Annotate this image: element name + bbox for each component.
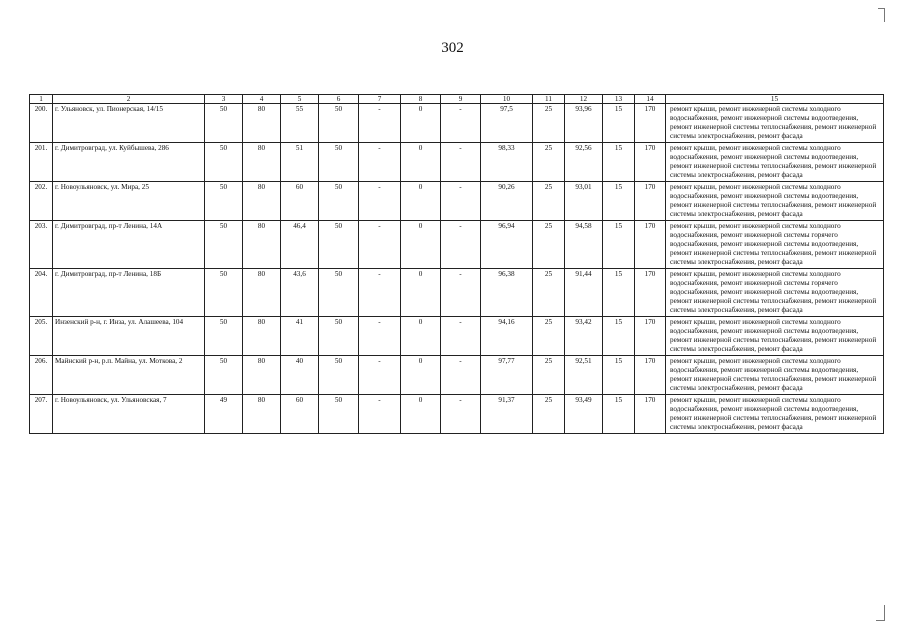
col4-cell: 80 [243, 104, 281, 143]
column-header-15: 15 [666, 95, 884, 104]
address-cell: Майнский р-н, р.п. Майна, ул. Моткова, 2 [53, 356, 205, 395]
col9-cell: - [441, 395, 481, 434]
works-cell: ремонт крыши, ремонт инженерной системы холодного водоснабжения, ремонт инженерной системы горячего водоснабжения, ремонт инженерной системы водоотведения, ремонт инженерной системы теплоснабжения, ремонт инженерной системы электроснабжения, ремонт фасада [666, 269, 884, 317]
works-cell: ремонт крыши, ремонт инженерной системы холодного водоснабжения, ремонт инженерной системы водоотведения, ремонт инженерной системы теплоснабжения, ремонт инженерной системы электроснабжения, ремонт фасада [666, 356, 884, 395]
column-header-14: 14 [635, 95, 666, 104]
col3-cell: 50 [205, 143, 243, 182]
col3-cell: 50 [205, 356, 243, 395]
col10-cell: 97,5 [481, 104, 533, 143]
col5-cell: 55 [281, 104, 319, 143]
column-header-8: 8 [401, 95, 441, 104]
col7-cell: - [359, 317, 401, 356]
col5-cell: 40 [281, 356, 319, 395]
col7-cell: - [359, 395, 401, 434]
col4-cell: 80 [243, 143, 281, 182]
works-cell: ремонт крыши, ремонт инженерной системы холодного водоснабжения, ремонт инженерной системы горячего водоснабжения, ремонт инженерной системы водоотведения, ремонт инженерной системы теплоснабжения, ремонт инженерной системы электроснабжения, ремонт фасада [666, 221, 884, 269]
col11-cell: 25 [533, 104, 565, 143]
col8-cell: 0 [401, 104, 441, 143]
table-row [30, 395, 884, 434]
col3-cell: 50 [205, 104, 243, 143]
row-number: 201. [30, 143, 53, 182]
column-header-2: 2 [53, 95, 205, 104]
col11-cell: 25 [533, 317, 565, 356]
col10-cell: 91,37 [481, 395, 533, 434]
col7-cell: - [359, 269, 401, 317]
column-header-10: 10 [481, 95, 533, 104]
col11-cell: 25 [533, 356, 565, 395]
scan-corner-mark [876, 620, 885, 621]
row-number: 206. [30, 356, 53, 395]
col9-cell: - [441, 143, 481, 182]
col6-cell: 50 [319, 317, 359, 356]
works-cell: ремонт крыши, ремонт инженерной системы холодного водоснабжения, ремонт инженерной системы водоотведения, ремонт инженерной системы теплоснабжения, ремонт инженерной системы электроснабжения, ремонт фасада [666, 395, 884, 434]
col10-cell: 97,77 [481, 356, 533, 395]
address-cell: г. Ульяновск, ул. Пионерская, 14/15 [53, 104, 205, 143]
col9-cell: - [441, 221, 481, 269]
col14-cell: 170 [635, 269, 666, 317]
col4-cell: 80 [243, 317, 281, 356]
col9-cell: - [441, 182, 481, 221]
page-number: 302 [441, 40, 464, 56]
column-header-5: 5 [281, 95, 319, 104]
col9-cell: - [441, 317, 481, 356]
col7-cell: - [359, 221, 401, 269]
col10-cell: 98,33 [481, 143, 533, 182]
col13-cell: 15 [603, 395, 635, 434]
scan-corner-mark [884, 605, 885, 621]
col14-cell: 170 [635, 143, 666, 182]
col13-cell: 15 [603, 104, 635, 143]
col3-cell: 50 [205, 182, 243, 221]
column-header-11: 11 [533, 95, 565, 104]
col11-cell: 25 [533, 221, 565, 269]
col8-cell: 0 [401, 395, 441, 434]
col7-cell: - [359, 182, 401, 221]
table-row [30, 104, 884, 143]
col10-cell: 96,94 [481, 221, 533, 269]
col14-cell: 170 [635, 317, 666, 356]
col12-cell: 92,56 [565, 143, 603, 182]
col10-cell: 90,26 [481, 182, 533, 221]
col14-cell: 170 [635, 182, 666, 221]
address-cell: г. Димитровград, пр-т Ленина, 18Б [53, 269, 205, 317]
col4-cell: 80 [243, 356, 281, 395]
col5-cell: 46,4 [281, 221, 319, 269]
col4-cell: 80 [243, 221, 281, 269]
address-cell: Инзенский р-н, г. Инза, ул. Алашеева, 104 [53, 317, 205, 356]
col13-cell: 15 [603, 317, 635, 356]
works-cell: ремонт крыши, ремонт инженерной системы холодного водоснабжения, ремонт инженерной системы водоотведения, ремонт инженерной системы теплоснабжения, ремонт инженерной системы электроснабжения, ремонт фасада [666, 104, 884, 143]
scan-corner-mark [878, 8, 885, 9]
address-cell: г. Димитровград, ул. Куйбышева, 286 [53, 143, 205, 182]
col9-cell: - [441, 269, 481, 317]
column-header-4: 4 [243, 95, 281, 104]
row-number: 200. [30, 104, 53, 143]
col11-cell: 25 [533, 269, 565, 317]
row-number: 205. [30, 317, 53, 356]
col6-cell: 50 [319, 104, 359, 143]
col12-cell: 93,42 [565, 317, 603, 356]
col13-cell: 15 [603, 269, 635, 317]
address-cell: г. Новоульяновск, ул. Ульяновская, 7 [53, 395, 205, 434]
col8-cell: 0 [401, 269, 441, 317]
header-row [30, 95, 884, 104]
works-cell: ремонт крыши, ремонт инженерной системы холодного водоснабжения, ремонт инженерной системы водоотведения, ремонт инженерной системы теплоснабжения, ремонт инженерной системы электроснабжения, ремонт фасада [666, 143, 884, 182]
column-header-1: 1 [30, 95, 53, 104]
table-row [30, 317, 884, 356]
address-cell: г. Новоульяновск, ул. Мира, 25 [53, 182, 205, 221]
col6-cell: 50 [319, 269, 359, 317]
col6-cell: 50 [319, 143, 359, 182]
col6-cell: 50 [319, 182, 359, 221]
col11-cell: 25 [533, 182, 565, 221]
col13-cell: 15 [603, 221, 635, 269]
col13-cell: 15 [603, 356, 635, 395]
col5-cell: 41 [281, 317, 319, 356]
col12-cell: 93,49 [565, 395, 603, 434]
table-row [30, 356, 884, 395]
col12-cell: 93,96 [565, 104, 603, 143]
column-header-9: 9 [441, 95, 481, 104]
col8-cell: 0 [401, 182, 441, 221]
col5-cell: 43,6 [281, 269, 319, 317]
col4-cell: 80 [243, 182, 281, 221]
col9-cell: - [441, 104, 481, 143]
col8-cell: 0 [401, 143, 441, 182]
column-header-12: 12 [565, 95, 603, 104]
column-header-13: 13 [603, 95, 635, 104]
col3-cell: 50 [205, 317, 243, 356]
works-cell: ремонт крыши, ремонт инженерной системы холодного водоснабжения, ремонт инженерной системы водоотведения, ремонт инженерной системы теплоснабжения, ремонт инженерной системы электроснабжения, ремонт фасада [666, 182, 884, 221]
col14-cell: 170 [635, 221, 666, 269]
row-number: 204. [30, 269, 53, 317]
col10-cell: 94,16 [481, 317, 533, 356]
col7-cell: - [359, 104, 401, 143]
col5-cell: 60 [281, 395, 319, 434]
col3-cell: 49 [205, 395, 243, 434]
col7-cell: - [359, 143, 401, 182]
col12-cell: 94,58 [565, 221, 603, 269]
col13-cell: 15 [603, 143, 635, 182]
column-header-7: 7 [359, 95, 401, 104]
table-row [30, 143, 884, 182]
col8-cell: 0 [401, 317, 441, 356]
col14-cell: 170 [635, 104, 666, 143]
col4-cell: 80 [243, 269, 281, 317]
col13-cell: 15 [603, 182, 635, 221]
column-header-3: 3 [205, 95, 243, 104]
table-row [30, 269, 884, 317]
col3-cell: 50 [205, 269, 243, 317]
col11-cell: 25 [533, 143, 565, 182]
scan-corner-mark [884, 8, 885, 22]
row-number: 203. [30, 221, 53, 269]
table-row [30, 182, 884, 221]
col12-cell: 92,51 [565, 356, 603, 395]
works-cell: ремонт крыши, ремонт инженерной системы холодного водоснабжения, ремонт инженерной системы водоотведения, ремонт инженерной системы теплоснабжения, ремонт инженерной системы электроснабжения, ремонт фасада [666, 317, 884, 356]
col5-cell: 60 [281, 182, 319, 221]
col3-cell: 50 [205, 221, 243, 269]
col4-cell: 80 [243, 395, 281, 434]
col6-cell: 50 [319, 221, 359, 269]
col12-cell: 91,44 [565, 269, 603, 317]
col10-cell: 96,38 [481, 269, 533, 317]
col12-cell: 93,01 [565, 182, 603, 221]
table-row [30, 221, 884, 269]
col9-cell: - [441, 356, 481, 395]
column-header-6: 6 [319, 95, 359, 104]
repair-table [29, 94, 884, 434]
col6-cell: 50 [319, 395, 359, 434]
col8-cell: 0 [401, 356, 441, 395]
row-number: 207. [30, 395, 53, 434]
col11-cell: 25 [533, 395, 565, 434]
col8-cell: 0 [401, 221, 441, 269]
col6-cell: 50 [319, 356, 359, 395]
col14-cell: 170 [635, 395, 666, 434]
col7-cell: - [359, 356, 401, 395]
row-number: 202. [30, 182, 53, 221]
address-cell: г. Димитровград, пр-т Ленина, 14А [53, 221, 205, 269]
col5-cell: 51 [281, 143, 319, 182]
col14-cell: 170 [635, 356, 666, 395]
